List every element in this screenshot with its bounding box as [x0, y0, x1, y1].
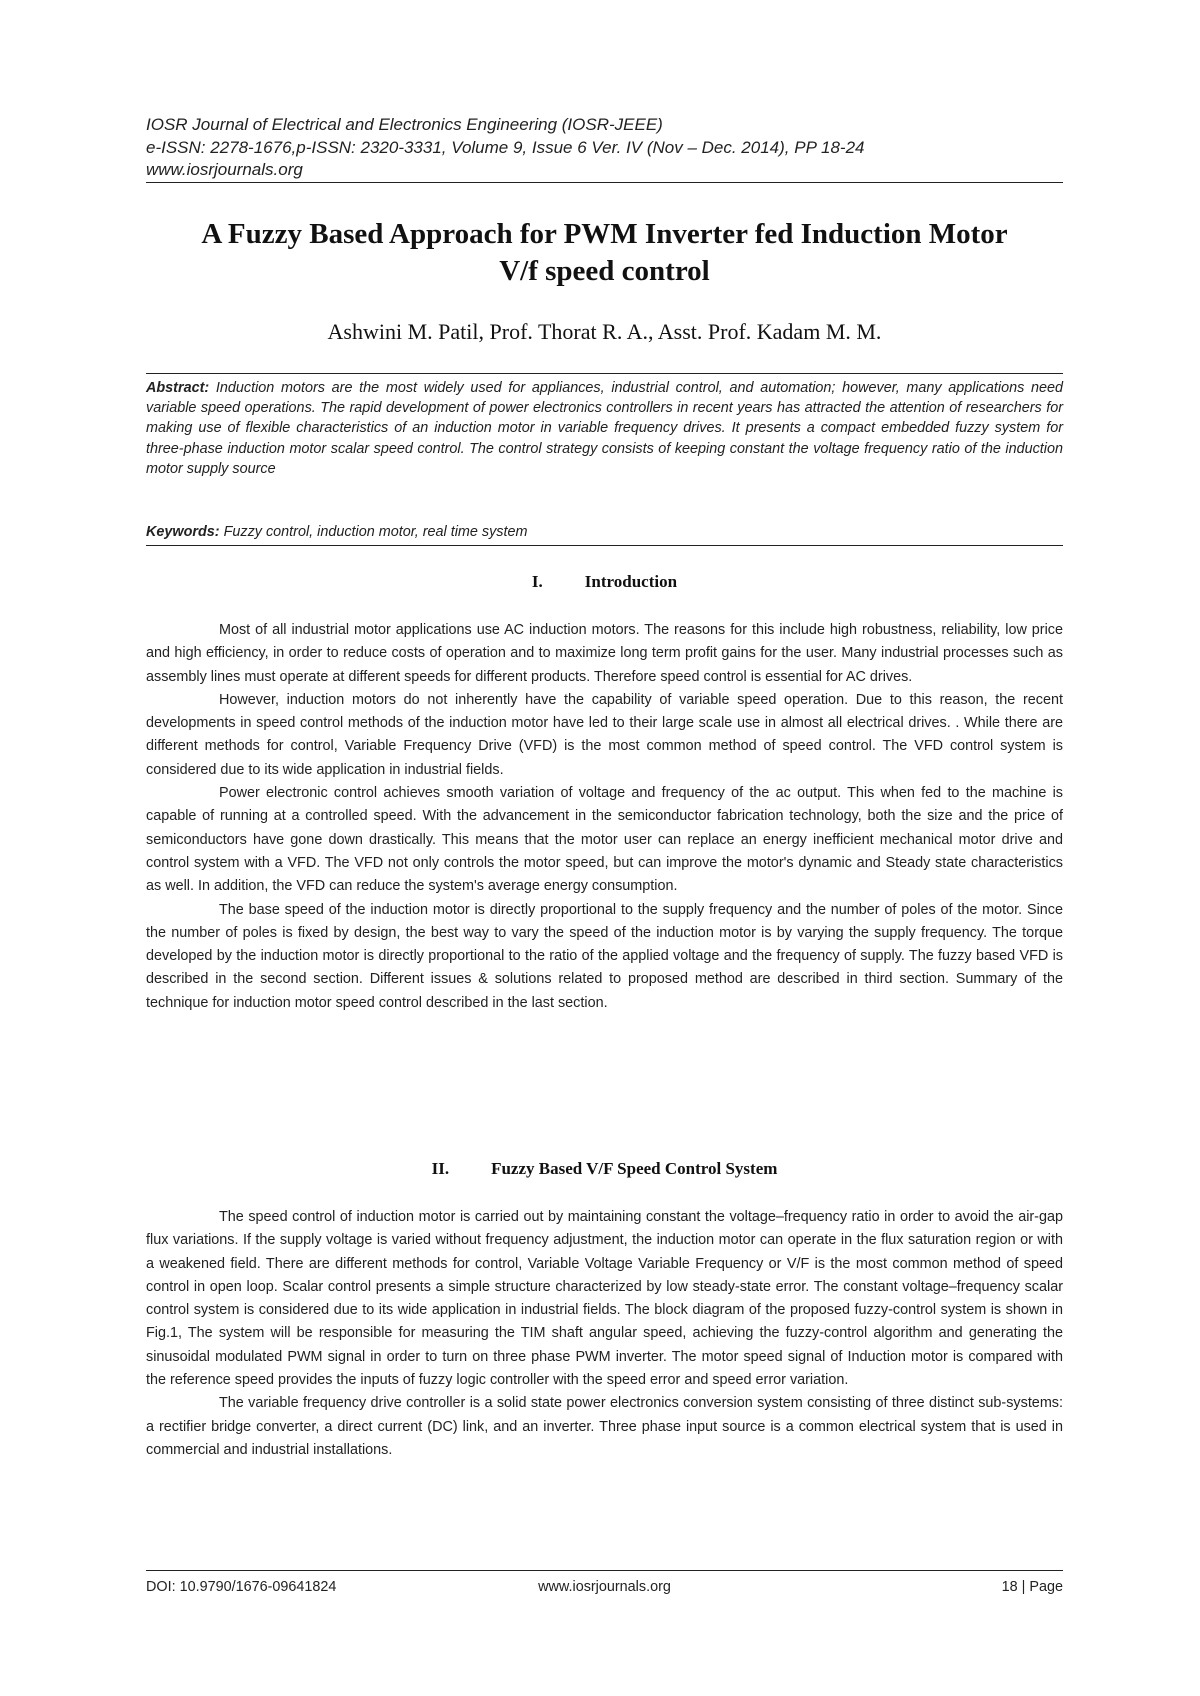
section-title: Introduction [584, 572, 678, 591]
paragraph: Power electronic control achieves smooth variation of voltage and frequency of the ac output. This when fed to the machine is capable of running at a controlled speed. With the advancement in the semiconductor fabrication technology, both the size and the price of semiconductors have gone down drastically. This means that the motor user can replace an energy inefficient mechanical motor drive and control system with a VFD. The VFD not only controls the motor speed, but can improve the motor's dynamic and Steady state characteristics as well. In addition, the VFD can reduce the system's average energy consumption. [146, 785, 1063, 895]
header-rule [146, 182, 1063, 183]
keywords-label: Keywords: [146, 524, 220, 540]
paragraph: However, induction motors do not inherently have the capability of variable speed operation. Due to this reason, the recent developments in speed control methods of the induction motor have led to their large scale use in almost all electrical drives. . While there are different methods for control, Variable Frequency Drive (VFD) is the most common method of speed control. The VFD control system is considered due to its wide application in industrial fields. [146, 691, 1063, 778]
footer-rule [146, 1570, 1063, 1571]
abstract-label: Abstract: [146, 380, 210, 396]
keywords-text: Fuzzy control, induction motor, real time system [219, 524, 528, 540]
title-line-2: V/f speed control [499, 255, 710, 287]
journal-website: www.iosrjournals.org [146, 160, 303, 179]
section-fuzzy-vf-body [146, 1206, 1063, 1462]
paper-page [146, 0, 1063, 1696]
paper-title [146, 216, 1063, 290]
paragraph: The base speed of the induction motor is directly proportional to the supply frequency and the number of poles of the motor. Since the number of poles is fixed by design, the best way to vary the speed of the induction motor is by varying the supply frequency. The torque developed by the induction motor is directly proportional to the ratio of the applied voltage and the frequency of supply. The fuzzy based VFD is described in the second section. Different issues & solutions related to proposed method are described in third section. Summary of the technique for induction motor speed control described in the last section. [146, 901, 1063, 1011]
footer-page-number: 18 | Page [1001, 1579, 1063, 1595]
section-introduction-body [146, 619, 1063, 1015]
authors: Ashwini M. Patil, Prof. Thorat R. A., Asst. Prof. Kadam M. M. [327, 319, 882, 344]
journal-name: IOSR Journal of Electrical and Electronics Engineering (IOSR-JEEE) [146, 115, 663, 134]
abstract [146, 378, 1063, 479]
abstract-text: Induction motors are the most widely used for appliances, industrial control, and automation; however, many applications need variable speed operations. The rapid development of power electronics controllers in recent years has attracted the attention of researchers for making use of flexible characteristics of an induction motor in variable frequency drives. It presents a compact embedded fuzzy system for three-phase induction motor scalar speed control. The control strategy consists of keeping constant the voltage frequency ratio of the induction motor supply source [146, 380, 1063, 477]
section-title: Fuzzy Based V/F Speed Control System [491, 1159, 778, 1178]
title-line-1: A Fuzzy Based Approach for PWM Inverter fed Induction Motor [201, 218, 1008, 250]
footer-website: www.iosrjournals.org [538, 1579, 671, 1595]
paragraph: Most of all industrial motor applications use AC induction motors. The reasons for this include high robustness, reliability, low price and high efficiency, in order to reduce costs of operation and to maximize long term profit gains for the user. Many industrial processes such as assembly lines must operate at different speeds for different products. Therefore speed control is essential for AC drives. [146, 622, 1063, 685]
section-number: I. [531, 572, 543, 591]
abstract-top-rule [146, 373, 1063, 374]
section-heading-fuzzy-vf [146, 1158, 1063, 1180]
journal-issn: e-ISSN: 2278-1676,p-ISSN: 2320-3331, Volume 9, Issue 6 Ver. IV (Nov – Dec. 2014), PP 18-24 [146, 137, 865, 157]
section-number: II. [431, 1159, 450, 1178]
footer-doi: DOI: 10.9790/1676-09641824 [146, 1579, 337, 1595]
paragraph: The variable frequency drive controller is a solid state power electronics conversion system consisting of three distinct sub-systems: a rectifier bridge converter, a direct current (DC) link, and an inverter. Three phase input source is a common electrical system that is used in commercial and industrial installations. [146, 1395, 1063, 1458]
keywords [146, 522, 1063, 542]
paragraph: The speed control of induction motor is carried out by maintaining constant the voltage–frequency ratio in order to avoid the air-gap flux variations. If the supply voltage is varied without frequency adjustment, the induction motor can operate in the flux saturation region or with a weakened field. There are different methods for control, Variable Voltage Variable Frequency or V/F is the most common method of speed control in open loop. Scalar control presents a simple structure characterized by low steady-state error. The constant voltage–frequency scalar control system is considered due to its wide application in industrial fields. The block diagram of the proposed fuzzy-control system is shown in Fig.1, The system will be responsible for measuring the TIM shaft angular speed, achieving the fuzzy-control algorithm and generating the sinusoidal modulated PWM signal in order to turn on three phase PWM inverter. The motor speed signal of Induction motor is compared with the reference speed provides the inputs of fuzzy logic controller with the speed error and speed error variation. [146, 1209, 1063, 1389]
abstract-bottom-rule [146, 545, 1063, 546]
section-heading-introduction [146, 571, 1063, 593]
journal-header [146, 114, 1063, 182]
